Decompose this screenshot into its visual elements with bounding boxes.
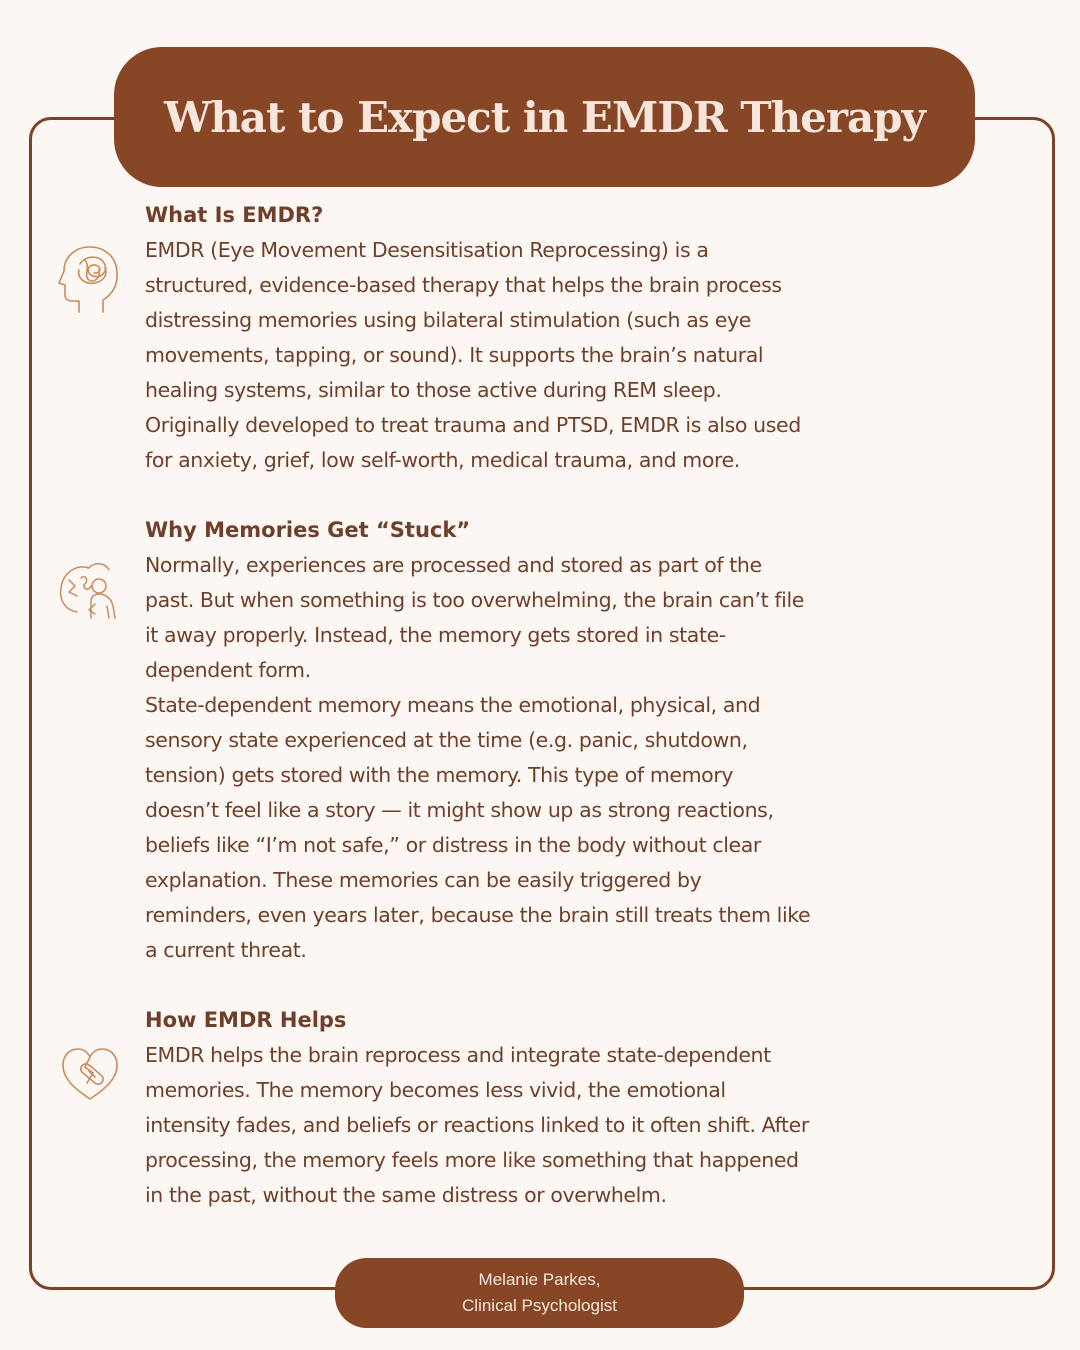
section-how-emdr-helps bbox=[145, 1003, 995, 1213]
section-paragraph: EMDR (Eye Movement Desensitisation Reprocessing) is a structured, evidence-based therapy that helps the brain process distressing memories using bilateral stimulation (such as eye movements, tapping, or sound). It supports the brain’s natural healing systems, similar to those active during REM sleep. Originally developed to treat trauma and PTSD, EMDR is also used for anxiety, grief, low self-worth, medical trauma, and more. bbox=[145, 238, 801, 472]
section-heading: How EMDR Helps bbox=[145, 1008, 347, 1032]
bandaged-heart-icon bbox=[55, 1035, 125, 1115]
author-badge bbox=[335, 1258, 744, 1328]
head-tangled-thoughts-icon bbox=[55, 240, 125, 320]
distressed-person-icon bbox=[55, 550, 125, 630]
author-name: Melanie Parkes, bbox=[478, 1270, 601, 1289]
section-why-memories-stuck bbox=[145, 513, 995, 968]
section-heading: What Is EMDR? bbox=[145, 203, 324, 227]
page-title: What to Expect in EMDR Therapy bbox=[164, 92, 925, 142]
section-paragraph: Normally, experiences are processed and stored as part of the past. But when something is too overwhelming, the brain can’t file it away properly. Instead, the memory gets stored in state- dependent form. bbox=[145, 553, 804, 682]
title-banner bbox=[114, 47, 975, 187]
section-paragraph: EMDR helps the brain reprocess and integrate state-dependent memories. The memory becomes less vivid, the emotional intensity fades, and beliefs or reactions linked to it often shift. After processing, the memory feels more like something that happened in the past, without the same distress or overwhelm. bbox=[145, 1043, 809, 1207]
section-what-is-emdr bbox=[145, 198, 995, 478]
section-heading: Why Memories Get “Stuck” bbox=[145, 518, 471, 542]
author-role: Clinical Psychologist bbox=[462, 1296, 617, 1315]
section-paragraph: State-dependent memory means the emotional, physical, and sensory state experienced at the time (e.g. panic, shutdown, tension) gets stored with the memory. This type of memory doesn’t feel like a story — it might show up as strong reactions, beliefs like “I’m not safe,” or distress in the body without clear explanation. These memories can be easily triggered by reminders, even years later, because the brain still treats them like a current threat. bbox=[145, 693, 811, 962]
